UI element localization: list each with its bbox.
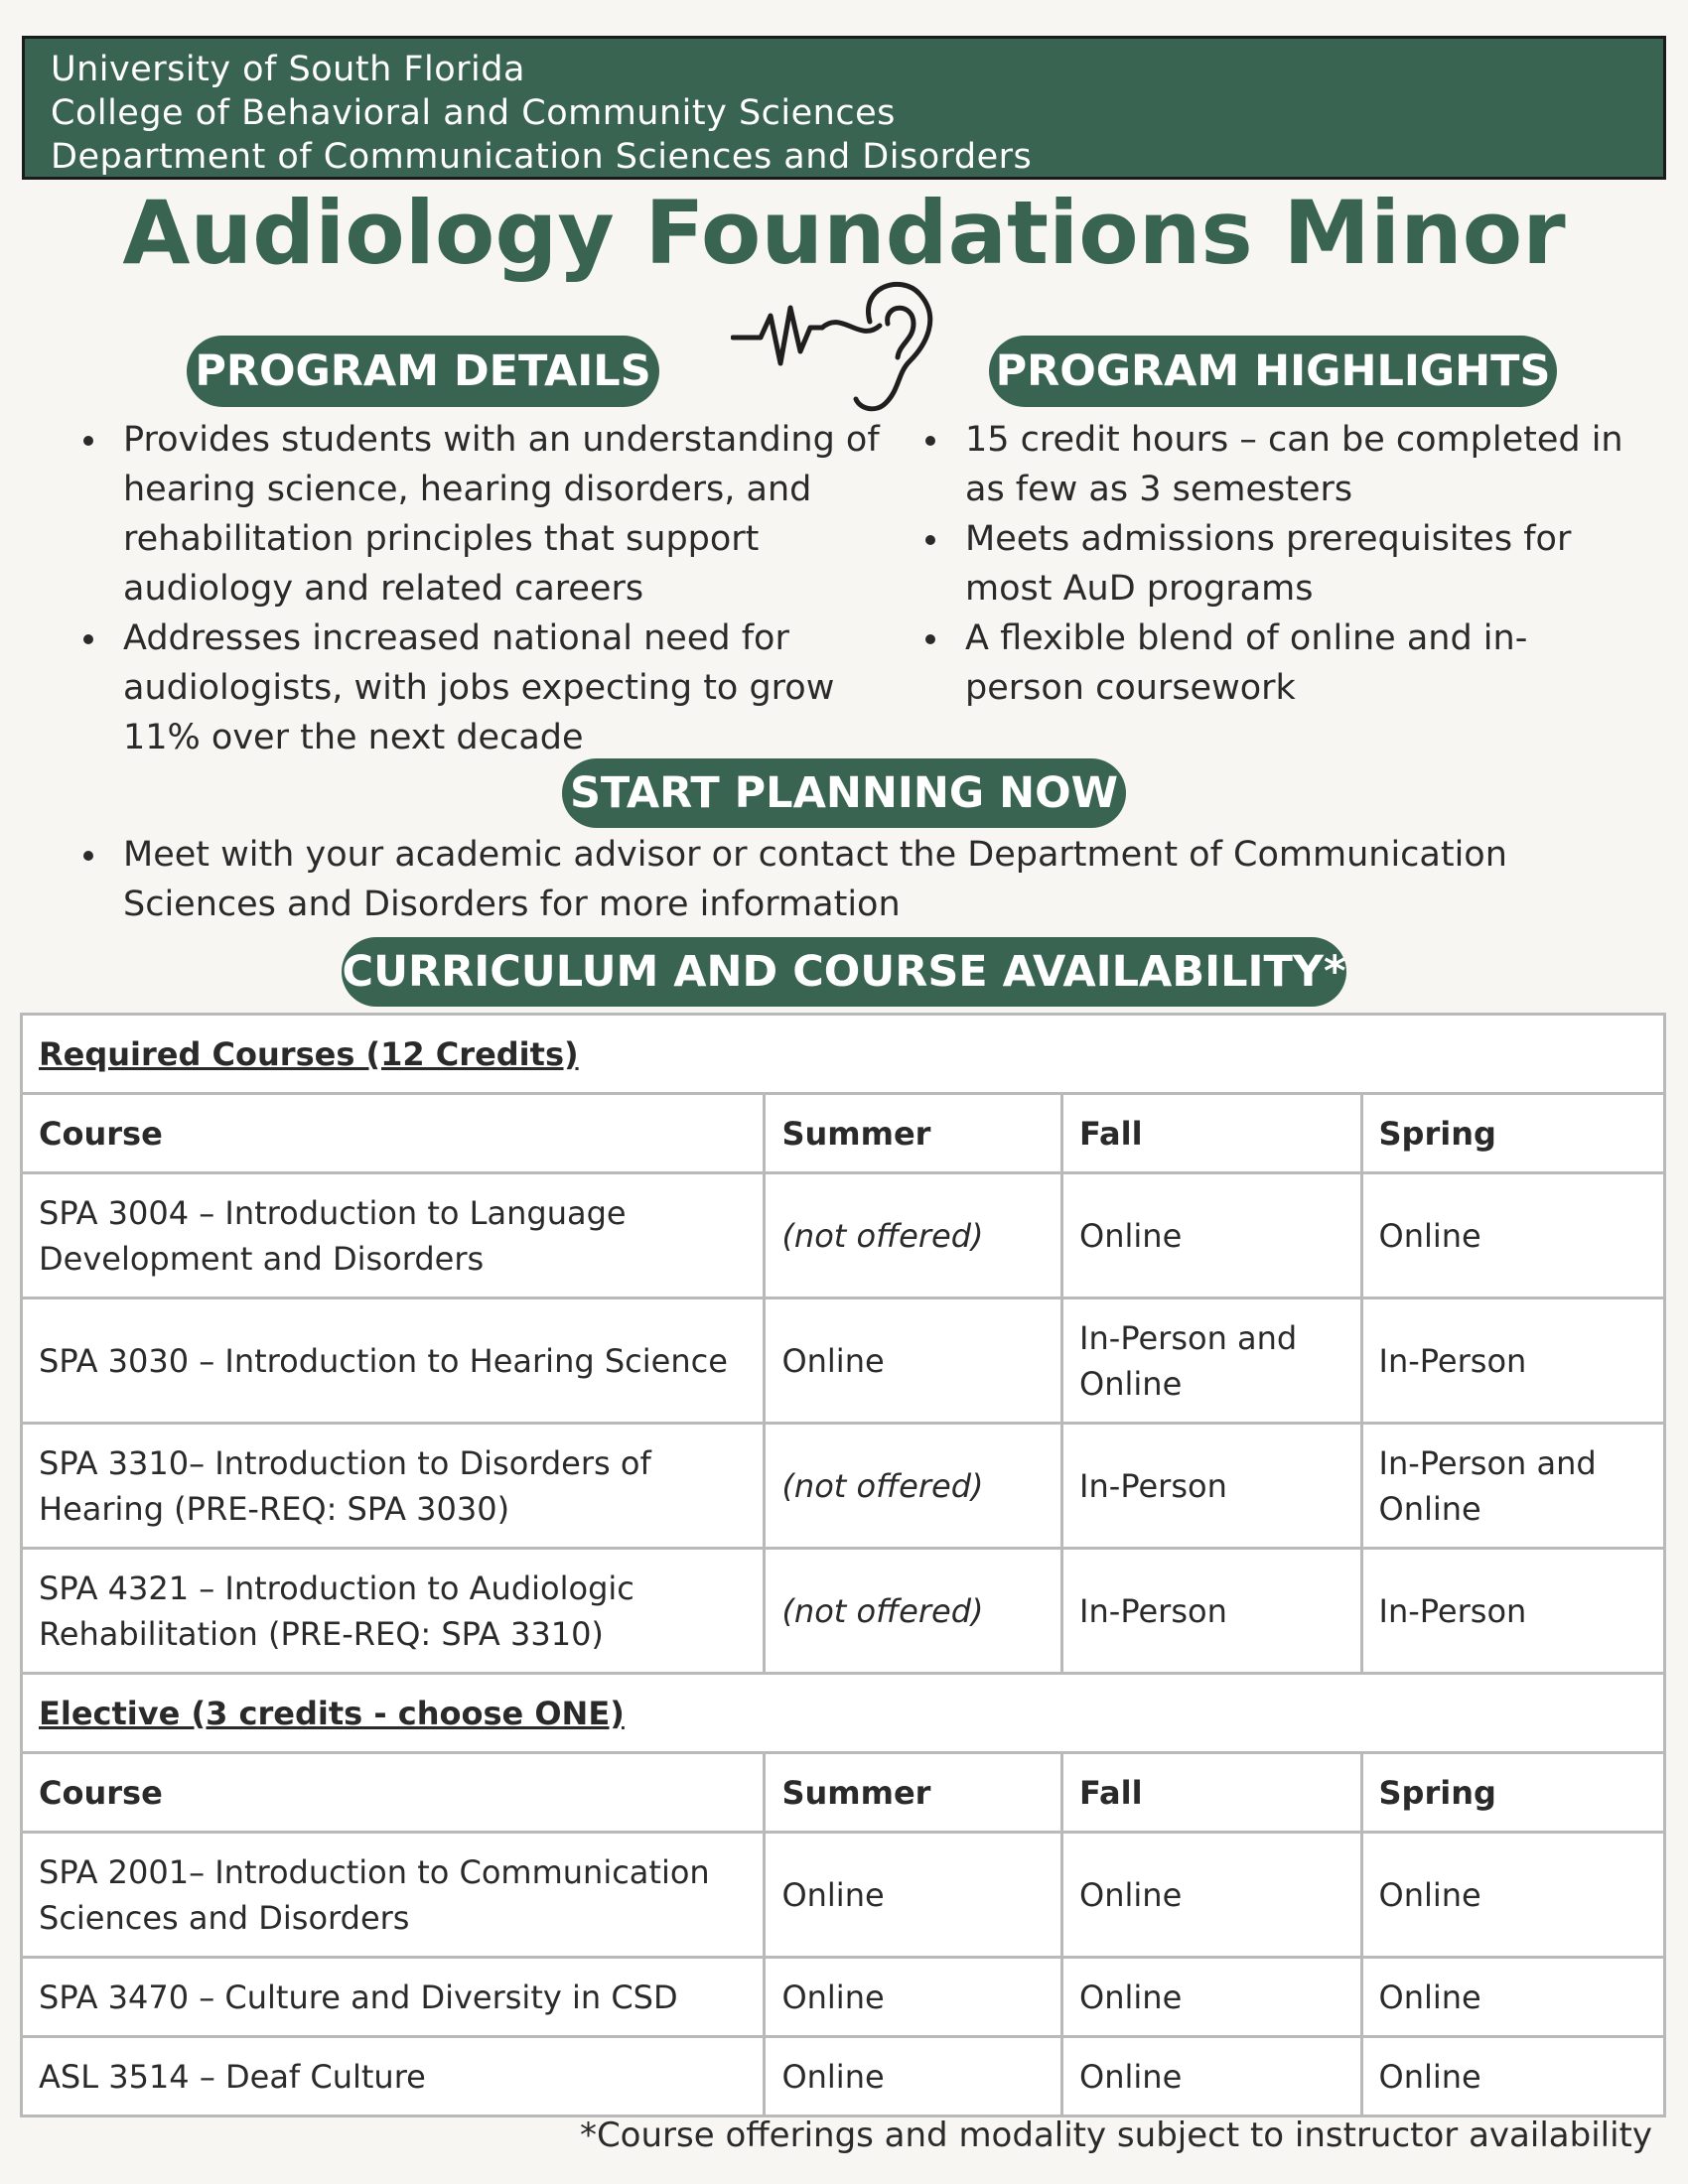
- spring-cell: Online: [1361, 2037, 1665, 2116]
- summer-cell: Online: [765, 1833, 1062, 1958]
- page-title: Audiology Foundations Minor: [122, 182, 1566, 284]
- list-item: Meets admissions prerequisites for most AuD programs: [923, 514, 1638, 614]
- table-section-row: [22, 1674, 1665, 1753]
- column-header: Fall: [1062, 1094, 1361, 1173]
- table-header-row: [22, 1753, 1665, 1833]
- course-cell: SPA 3004 – Introduction to Language Development and Disorders: [22, 1173, 765, 1298]
- fall-cell: In-Person: [1062, 1549, 1361, 1674]
- summer-cell: (not offered): [765, 1424, 1062, 1549]
- fall-cell: In-Person: [1062, 1424, 1361, 1549]
- table-row: [22, 1424, 1665, 1549]
- required-courses-title: Required Courses (12 Credits): [22, 1015, 1665, 1094]
- fall-cell: Online: [1062, 1958, 1361, 2037]
- column-header: Fall: [1062, 1753, 1361, 1833]
- spring-cell: Online: [1361, 1833, 1665, 1958]
- course-cell: SPA 4321 – Introduction to Audiologic Rehabilitation (PRE-REQ: SPA 3310): [22, 1549, 765, 1674]
- column-header: Course: [22, 1094, 765, 1173]
- table-section-row: [22, 1015, 1665, 1094]
- program-details-heading: PROGRAM DETAILS: [187, 336, 659, 407]
- table-row: [22, 1298, 1665, 1424]
- course-cell: SPA 3470 – Culture and Diversity in CSD: [22, 1958, 765, 2037]
- list-item: Provides students with an understanding of hearing science, hearing disorders, and rehabilitation principles that support audiology and related careers: [81, 415, 906, 614]
- column-header: Summer: [765, 1753, 1062, 1833]
- summer-cell: Online: [765, 2037, 1062, 2116]
- program-highlights-list: [923, 415, 1638, 713]
- university-name: University of South Florida: [51, 50, 525, 89]
- fall-cell: Online: [1062, 1833, 1361, 1958]
- course-cell: SPA 3030 – Introduction to Hearing Science: [22, 1298, 765, 1424]
- program-details-list: [81, 415, 906, 762]
- list-item: Meet with your academic advisor or contact the Department of Communication Sciences and Disorders for more information: [81, 830, 1650, 929]
- column-header: Course: [22, 1753, 765, 1833]
- summer-cell: (not offered): [765, 1173, 1062, 1298]
- table-row: [22, 1549, 1665, 1674]
- course-cell: SPA 2001– Introduction to Communication Sciences and Disorders: [22, 1833, 765, 1958]
- curriculum-heading: CURRICULUM AND COURSE AVAILABILITY*: [342, 937, 1346, 1007]
- spring-cell: Online: [1361, 1173, 1665, 1298]
- elective-title: Elective (3 credits - choose ONE): [22, 1674, 1665, 1753]
- course-cell: SPA 3310– Introduction to Disorders of Hearing (PRE-REQ: SPA 3030): [22, 1424, 765, 1549]
- fall-cell: Online: [1062, 1173, 1361, 1298]
- table-row: [22, 1173, 1665, 1298]
- start-planning-list: [81, 830, 1650, 929]
- table-row: [22, 1833, 1665, 1958]
- list-item: A flexible blend of online and in-person coursework: [923, 614, 1638, 713]
- department-name: Department of Communication Sciences and Disorders: [51, 137, 1033, 177]
- column-header: Spring: [1361, 1753, 1665, 1833]
- heartbeat-ear-icon: [731, 278, 959, 417]
- course-cell: ASL 3514 – Deaf Culture: [22, 2037, 765, 2116]
- fall-cell: In-Person and Online: [1062, 1298, 1361, 1424]
- program-highlights-heading: PROGRAM HIGHLIGHTS: [989, 336, 1557, 407]
- table-row: [22, 2037, 1665, 2116]
- fall-cell: Online: [1062, 2037, 1361, 2116]
- list-item: Addresses increased national need for audiologists, with jobs expecting to grow 11% over the next decade: [81, 614, 906, 762]
- column-header: Spring: [1361, 1094, 1665, 1173]
- table-header-row: [22, 1094, 1665, 1173]
- spring-cell: In-Person and Online: [1361, 1424, 1665, 1549]
- summer-cell: Online: [765, 1958, 1062, 2037]
- spring-cell: In-Person: [1361, 1549, 1665, 1674]
- start-planning-heading: START PLANNING NOW: [562, 758, 1126, 828]
- college-name: College of Behavioral and Community Sciences: [51, 93, 896, 133]
- column-header: Summer: [765, 1094, 1062, 1173]
- course-table: [20, 1013, 1666, 2117]
- spring-cell: Online: [1361, 1958, 1665, 2037]
- summer-cell: (not offered): [765, 1549, 1062, 1674]
- header-band: [22, 36, 1666, 180]
- table-row: [22, 1958, 1665, 2037]
- footnote: *Course offerings and modality subject to instructor availability: [579, 2116, 1652, 2155]
- spring-cell: In-Person: [1361, 1298, 1665, 1424]
- summer-cell: Online: [765, 1298, 1062, 1424]
- list-item: 15 credit hours – can be completed in as few as 3 semesters: [923, 415, 1638, 514]
